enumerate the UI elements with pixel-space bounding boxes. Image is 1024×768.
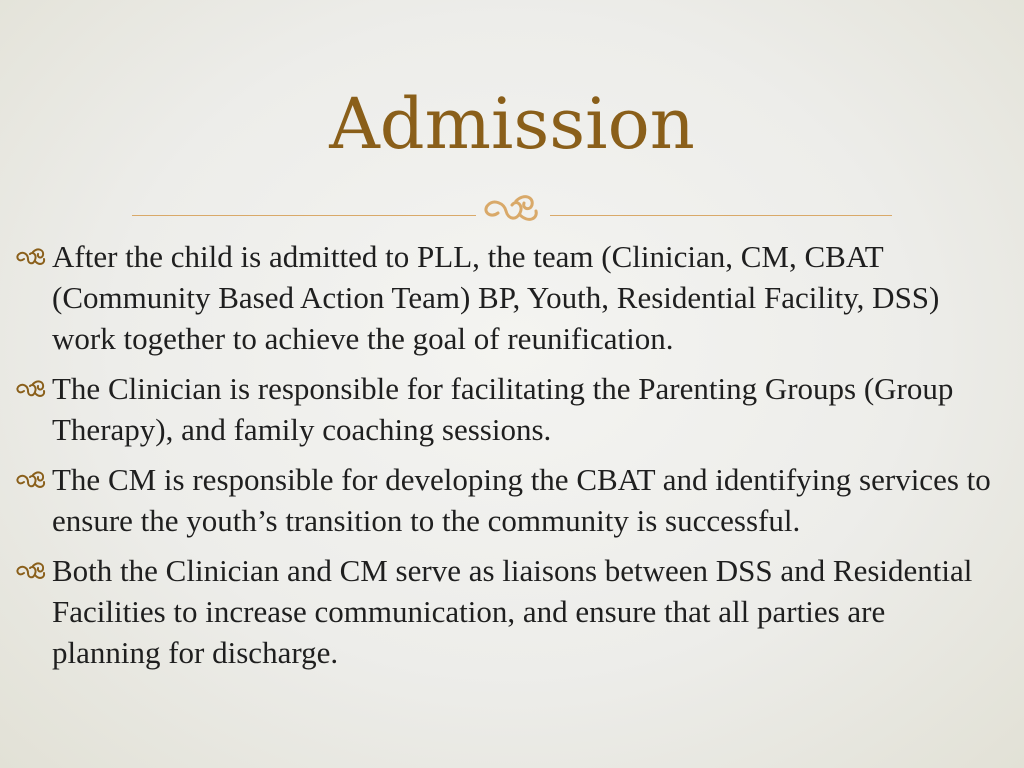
swirl-bullet-icon bbox=[14, 559, 46, 583]
bullet-text: Both the Clinician and CM serve as liaisons between DSS and Residential Facilities to increase communication, and ensure that all parties are planning for discharge. bbox=[52, 553, 973, 670]
divider-line-right bbox=[550, 215, 892, 216]
swirl-bullet-icon bbox=[14, 245, 46, 269]
bullet-text: The Clinician is responsible for facilitating the Parenting Groups (Group Therapy), and family coaching sessions. bbox=[52, 371, 954, 447]
divider-line-left bbox=[132, 215, 476, 216]
swirl-ornament-icon bbox=[476, 189, 550, 229]
bullet-text: After the child is admitted to PLL, the team (Clinician, CM, CBAT (Community Based Action Team) BP, Youth, Residential Facility, DSS) work together to achieve the goal of reunification. bbox=[52, 239, 940, 356]
slide-title: Admission bbox=[329, 83, 695, 165]
bullet-item bbox=[0, 550, 992, 673]
bullet-text: The CM is responsible for developing the CBAT and identifying services to ensure the youth’s transition to the community is successful. bbox=[52, 462, 991, 538]
bullet-item bbox=[0, 236, 992, 359]
swirl-bullet-icon bbox=[14, 468, 46, 492]
swirl-bullet-icon bbox=[14, 377, 46, 401]
slide-body bbox=[0, 236, 1024, 682]
bullet-list bbox=[0, 236, 1024, 673]
bullet-item bbox=[0, 368, 992, 450]
title-divider bbox=[132, 189, 892, 229]
bullet-item bbox=[0, 459, 992, 541]
